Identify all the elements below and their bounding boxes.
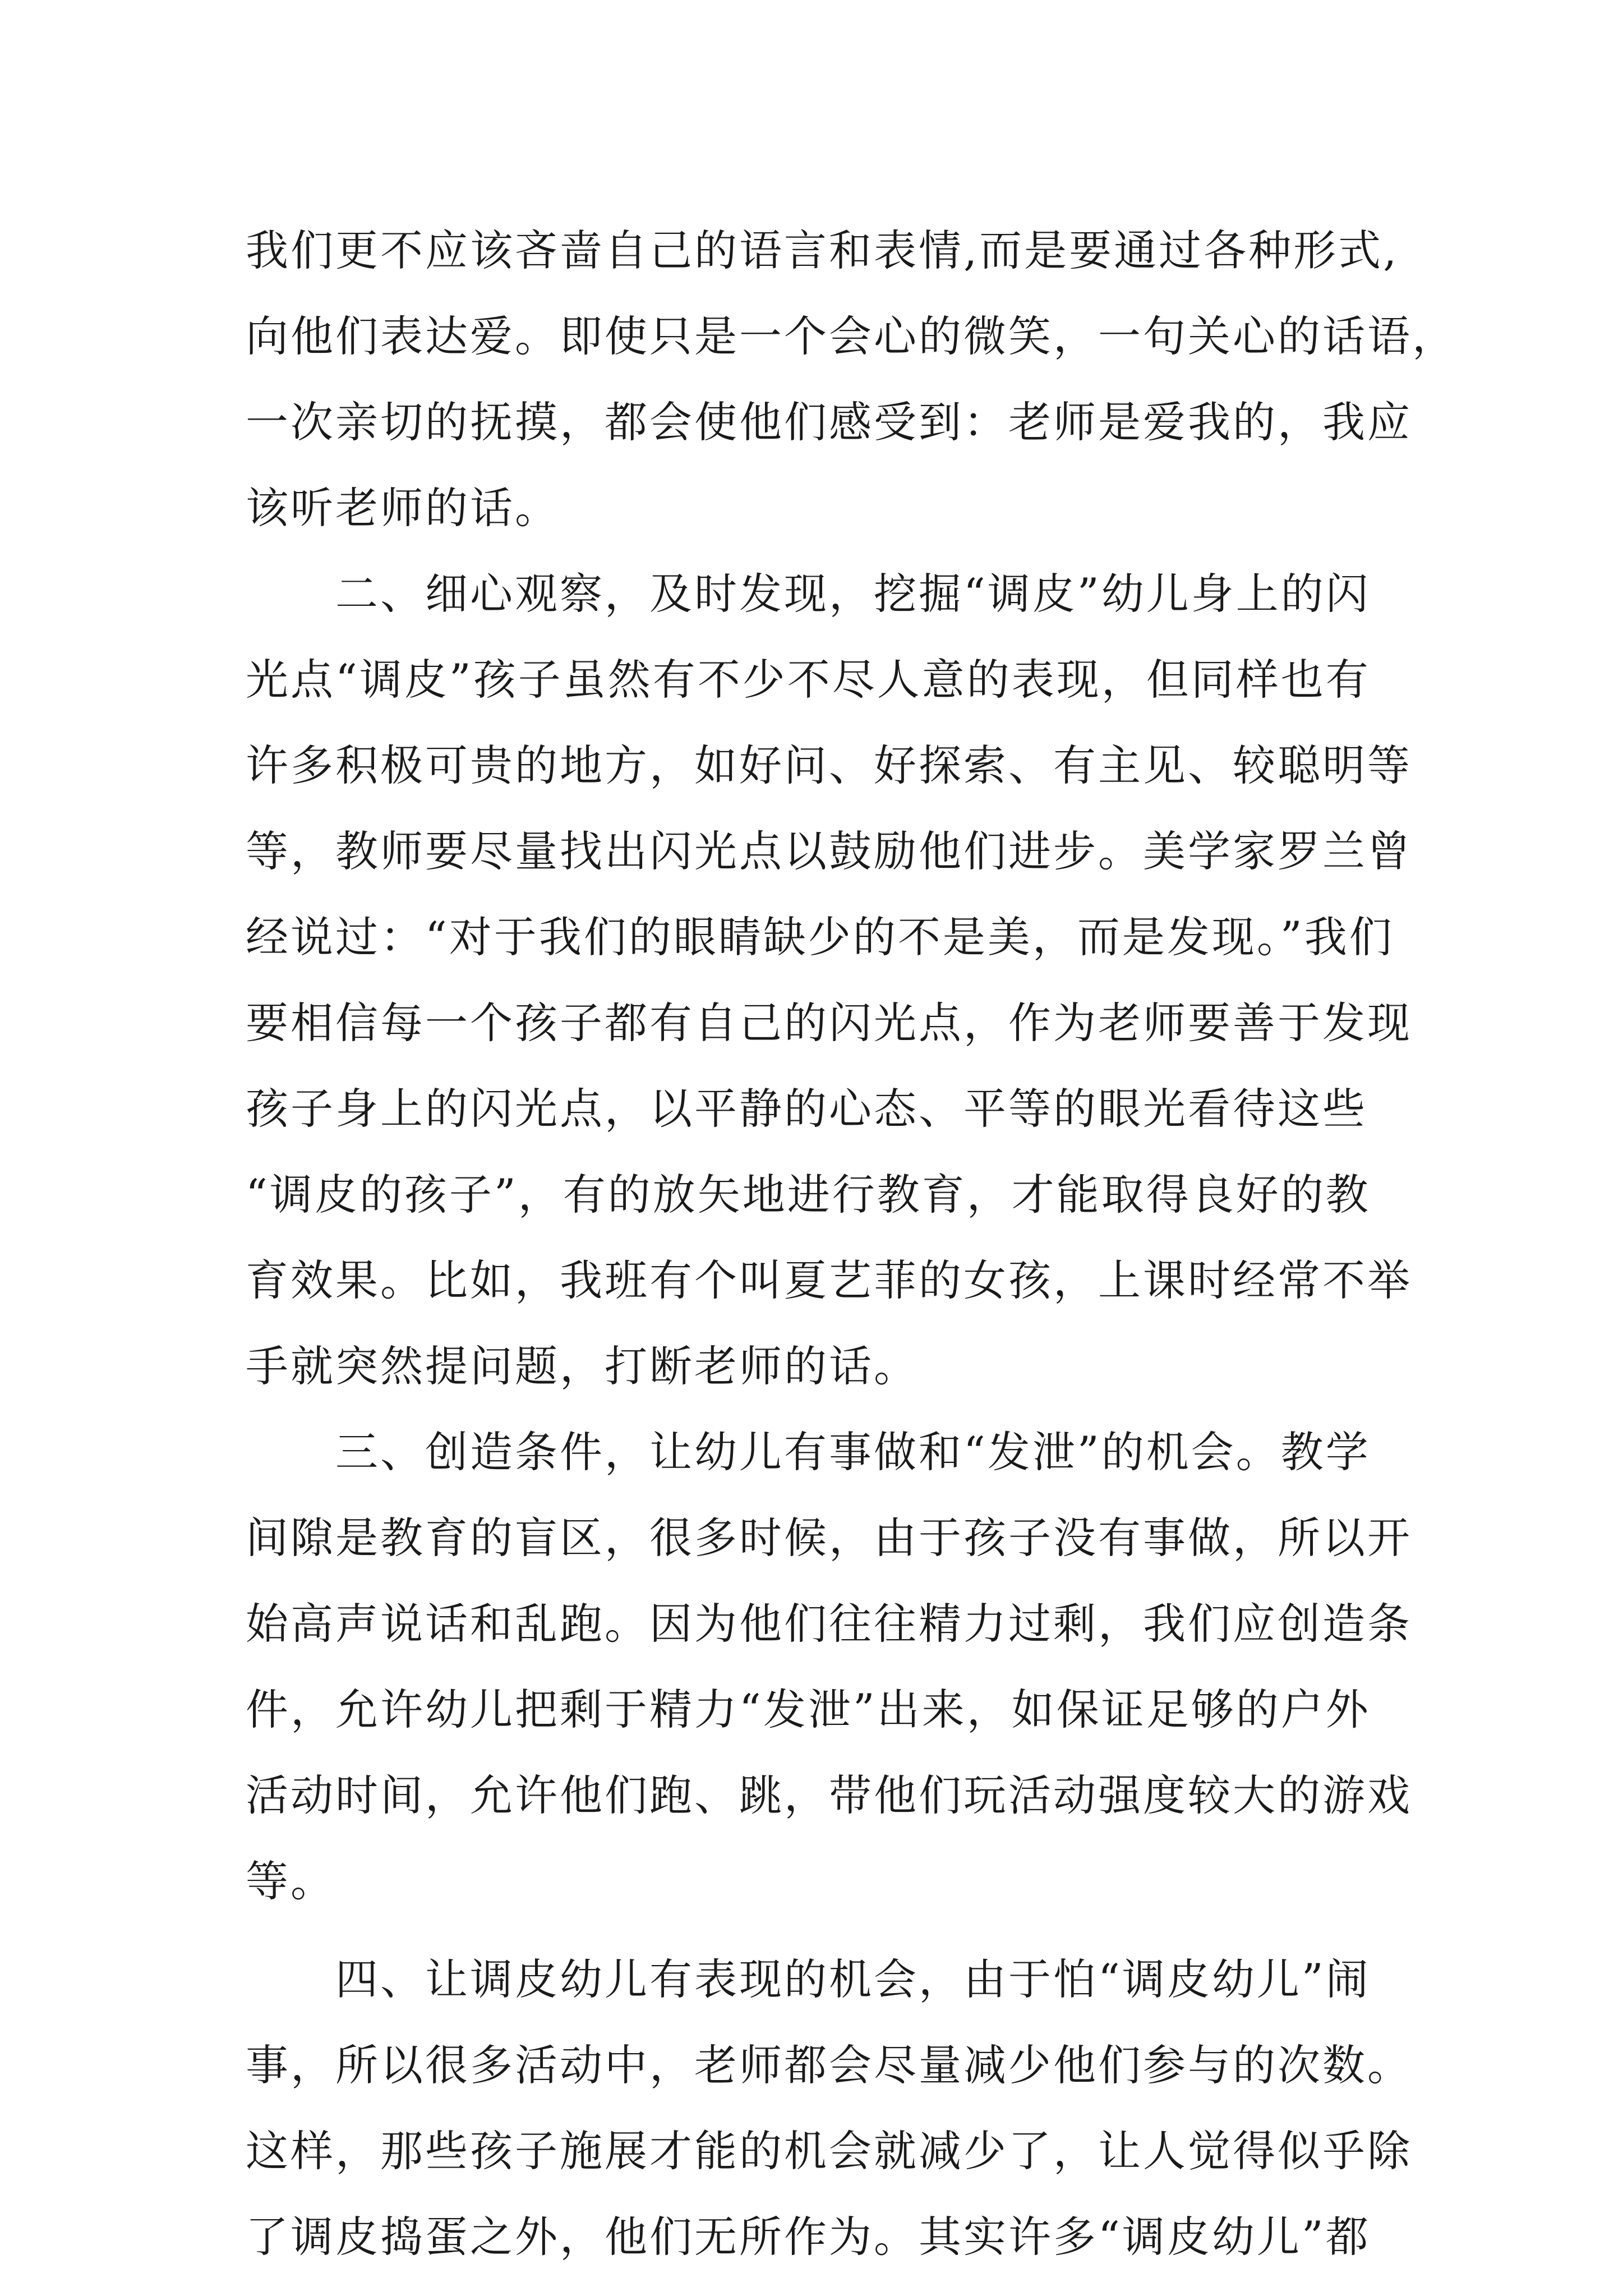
text-line: 许多积极可贵的地方，如好问、好探索、有主见、较聪明等 (246, 740, 1412, 790)
text-line: 始高声说话和乱跑。因为他们往往精力过剩，我们应创造条 (246, 1599, 1412, 1649)
text-line: 间隙是教育的盲区，很多时候，由于孩子没有事做，所以开 (246, 1513, 1412, 1563)
text-line: 活动时间，允许他们跑、跳，带他们玩活动强度较大的游戏 (246, 1770, 1412, 1820)
text-line: 手就突然提问题，打断老师的话。 (246, 1341, 919, 1391)
paragraph-gap (246, 1924, 1423, 1936)
body-text (246, 208, 1457, 2280)
text-line: 孩子身上的闪光点，以平静的心态、平等的眼光看待这些 (246, 1084, 1367, 1134)
text-line: 事，所以很多活动中，老师都会尽量减少他们参与的次数。 (246, 2040, 1412, 2090)
text-line: 向他们表达爱。即使只是一个会心的微笑，一句关心的话语， (246, 311, 1457, 361)
text-line: 我们更不应该吝啬自己的语言和表情,而是要通过各种形式, (246, 226, 1399, 275)
section-heading-line: 二、细心观察，及时发现，挖掘“调皮”幼儿身上的闪 (246, 569, 1371, 619)
text-line: 件，允许幼儿把剩于精力“发泄”出来，如保证足够的户外 (246, 1685, 1371, 1734)
text-line: 这样，那些孩子施展才能的机会就减少了，让人觉得似乎除 (246, 2126, 1412, 2176)
text-line: 经说过：“对于我们的眼睛缺少的不是美，而是发现。”我们 (246, 912, 1394, 962)
text-line: 光点“调皮”孩子虽然有不少不尽人意的表现，但同样也有 (246, 655, 1371, 705)
text-line: 一次亲切的抚摸，都会使他们感受到：老师是爱我的，我应 (246, 397, 1412, 447)
text-line: 等。 (246, 1856, 335, 1906)
section-heading-line: 三、创造条件，让幼儿有事做和“发泄”的机会。教学 (246, 1427, 1371, 1477)
section-heading-line: 四、让调皮幼儿有表现的机会，由于怕“调皮幼儿”闹 (246, 1954, 1371, 2004)
text-line: 育效果。比如，我班有个叫夏艺菲的女孩，上课时经常不举 (246, 1255, 1412, 1305)
text-line: 该听老师的话。 (246, 483, 560, 533)
text-line: “调皮的孩子”，有的放矢地进行教育，才能取得良好的教 (246, 1170, 1371, 1220)
text-line: 等，教师要尽量找出闪光点以鼓励他们进步。美学家罗兰曾 (246, 826, 1412, 876)
text-line: 要相信每一个孩子都有自己的闪光点，作为老师要善于发现 (246, 998, 1412, 1048)
text-line: 了调皮捣蛋之外，他们无所作为。其实许多“调皮幼儿”都 (246, 2212, 1371, 2262)
